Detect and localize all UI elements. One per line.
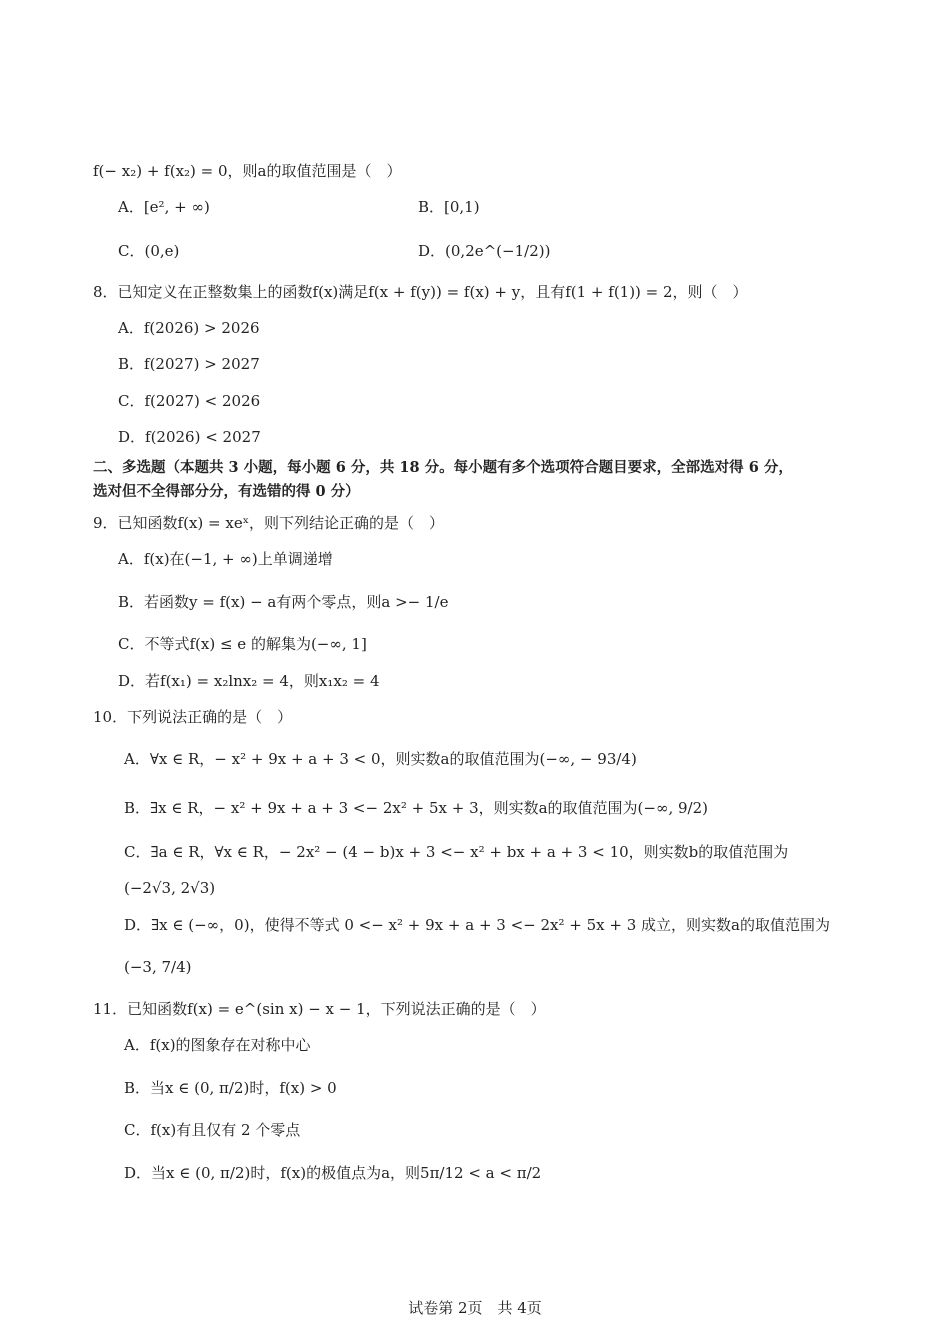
q8-option-a: A．f(2026) > 2026 [118, 319, 260, 337]
q9-option-a: A．f(x)在(−1, + ∞)上单调递增 [118, 550, 333, 568]
q7-option-a: A．[e², + ∞) [118, 198, 210, 216]
section-2-heading-line2: 选对但不全得部分分，有选错的得 0 分） [93, 483, 360, 500]
q9-option-b: B．若函数y = f(x) − a有两个零点，则a >− 1/e [118, 593, 449, 611]
q10-option-c-line2: (−2√3, 2√3) [124, 879, 216, 897]
q10-option-d-line2: (−3, 7/4) [124, 958, 192, 976]
q10-option-c-line1: C．∃a ∈ R，∀x ∈ R，− 2x² − (4 − b)x + 3 <− x² + bx + a + 3 < 10，则实数b的取值范围为 [124, 843, 789, 861]
q11-stem: 11．已知函数f(x) = e^(sin x) − x − 1，下列说法正确的是（ ） [93, 1000, 546, 1018]
q9-option-c: C．不等式f(x) ≤ e 的解集为(−∞, 1] [118, 635, 367, 653]
q7-option-c: C．(0,e) [118, 242, 180, 260]
q9-stem: 9．已知函数f(x) = xeˣ，则下列结论正确的是（ ） [93, 514, 445, 532]
q9-option-d: D．若f(x₁) = x₂lnx₂ = 4，则x₁x₂ = 4 [118, 672, 380, 690]
q10-option-a: A．∀x ∈ R，− x² + 9x + a + 3 < 0，则实数a的取值范围为(−∞, − 93/4) [124, 750, 637, 768]
q11-option-a: A．f(x)的图象存在对称中心 [124, 1036, 311, 1054]
q8-option-d: D．f(2026) < 2027 [118, 428, 261, 446]
q8-option-c: C．f(2027) < 2026 [118, 392, 261, 410]
q8-option-b: B．f(2027) > 2027 [118, 355, 260, 373]
q7-option-d: D．(0,2e^(−1/2)) [418, 242, 551, 260]
q11-option-d: D．当x ∈ (0, π/2)时，f(x)的极值点为a，则5π/12 < a < π/2 [124, 1164, 542, 1182]
page-footer: 试卷第 2页 共 4页 [408, 1299, 542, 1317]
q11-option-c: C．f(x)有且仅有 2 个零点 [124, 1121, 301, 1139]
q10-option-d-line1: D．∃x ∈ (−∞，0)，使得不等式 0 <− x² + 9x + a + 3 <− 2x² + 5x + 3 成立，则实数a的取值范围为 [124, 916, 830, 934]
q10-option-b: B．∃x ∈ R，− x² + 9x + a + 3 <− 2x² + 5x + 3，则实数a的取值范围为(−∞, 9/2) [124, 799, 708, 817]
q7-option-b: B．[0,1) [418, 198, 480, 216]
q7-stem-continuation: f(− x₂) + f(x₂) = 0，则a的取值范围是（ ） [93, 162, 402, 180]
q10-stem: 10．下列说法正确的是（ ） [93, 708, 293, 726]
q11-option-b: B．当x ∈ (0, π/2)时，f(x) > 0 [124, 1079, 337, 1097]
section-2-heading-line1: 二、多选题（本题共 3 小题，每小题 6 分，共 18 分。每小题有多个选项符合题目要求，全部选对得 6 分， [93, 459, 793, 476]
q8-stem: 8．已知定义在正整数集上的函数f(x)满足f(x + f(y)) = f(x) + y，且有f(1 + f(1)) = 2，则（ ） [93, 283, 748, 301]
